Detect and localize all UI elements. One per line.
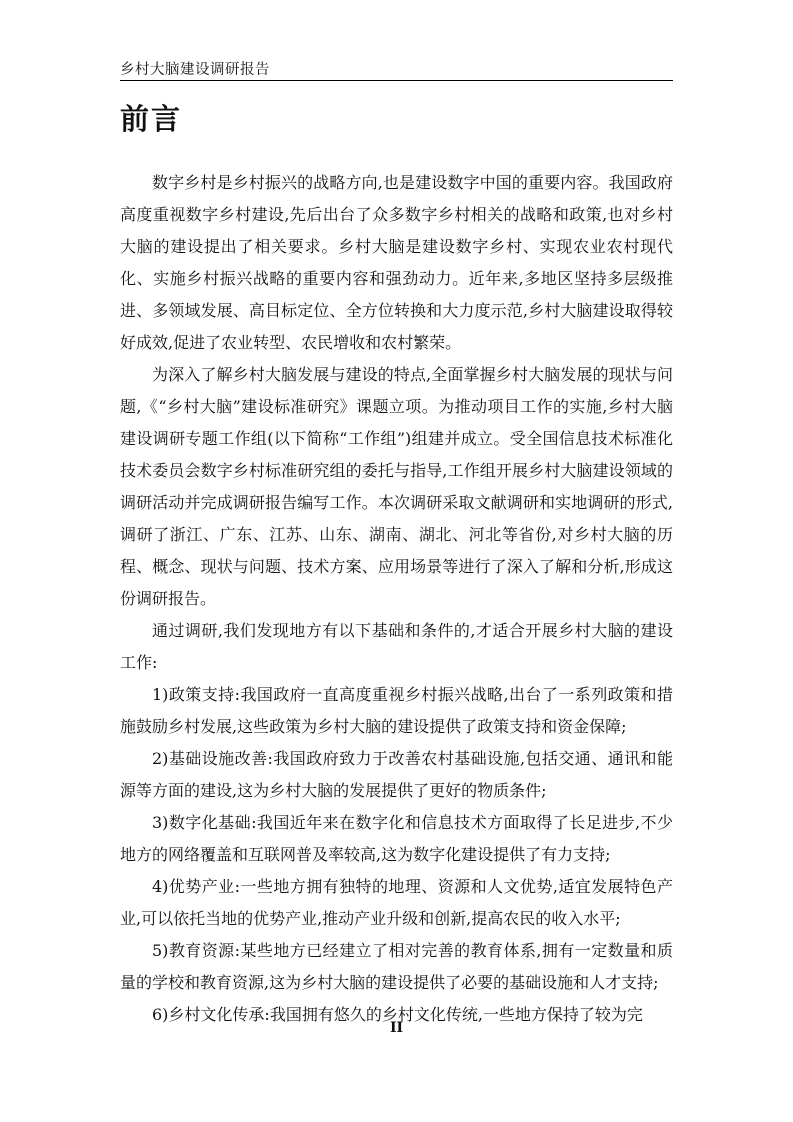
body-text	[120, 167, 673, 1031]
list-item-education-resources: 5)教育资源:某些地方已经建立了相对完善的教育体系,拥有一定数量和质量的学校和教育资源,这为乡村大脑的建设提供了必要的基础设施和人才支持;	[120, 941, 673, 992]
running-header-title: 乡村大脑建设调研报告	[120, 62, 270, 78]
paragraph-conditions-intro: 通过调研,我们发现地方有以下基础和条件的,才适合开展乡村大脑的建设工作:	[120, 621, 673, 672]
list-item-digital-foundation: 3)数字化基础:我国近年来在数字化和信息技术方面取得了长足进步,不少地方的网络覆盖和互联网普及率较高,这为数字化建设提供了有力支持;	[120, 813, 673, 864]
paragraph-background: 为深入了解乡村大脑发展与建设的特点,全面掌握乡村大脑发展的现状与问题,《“乡村大脑”建设标准研究》课题立项。为推动项目工作的实施,乡村大脑建设调研专题工作组(以下简称“工作组”)组建并成立。受全国信息技术标准化技术委员会数字乡村标准研究组的委托与指导,工作组开展乡村大脑建设领域的调研活动并完成调研报告编写工作。本次调研采取文献调研和实地调研的形式,调研了浙江、广东、江苏、山东、湖南、湖北、河北等省份,对乡村大脑的历程、概念、现状与问题、技术方案、应用场景等进行了深入了解和分析,形成这份调研报告。	[120, 365, 673, 608]
list-item-culture-heritage: 6)乡村文化传承:我国拥有悠久的乡村文化传统,一些地方保持了较为完	[152, 1005, 643, 1024]
list-item-advantage-industry: 4)优势产业:一些地方拥有独特的地理、资源和人文优势,适宜发展特色产业,可以依托当地的优势产业,推动产业升级和创新,提高农民的收入水平;	[120, 877, 673, 928]
paragraph-intro: 数字乡村是乡村振兴的战略方向,也是建设数字中国的重要内容。我国政府高度重视数字乡村建设,先后出台了众多数字乡村相关的战略和政策,也对乡村大脑的建设提出了相关要求。乡村大脑是建设数字乡村、实现农业农村现代化、实施乡村振兴战略的重要内容和强劲动力。近年来,多地区坚持多层级推进、多领域发展、高目标定位、全方位转换和大力度示范,乡村大脑建设取得较好成效,促进了农业转型、农民增收和农村繁荣。	[120, 173, 673, 352]
section-title: 前言	[120, 102, 183, 136]
page-number: II	[389, 1020, 404, 1036]
list-item-infrastructure: 2)基础设施改善:我国政府致力于改善农村基础设施,包括交通、通讯和能源等方面的建设,这为乡村大脑的发展提供了更好的物质条件;	[120, 749, 673, 800]
page-header	[120, 56, 673, 81]
list-item-policy-support: 1)政策支持:我国政府一直高度重视乡村振兴战略,出台了一系列政策和措施鼓励乡村发展,这些政策为乡村大脑的建设提供了政策支持和资金保障;	[120, 685, 673, 736]
